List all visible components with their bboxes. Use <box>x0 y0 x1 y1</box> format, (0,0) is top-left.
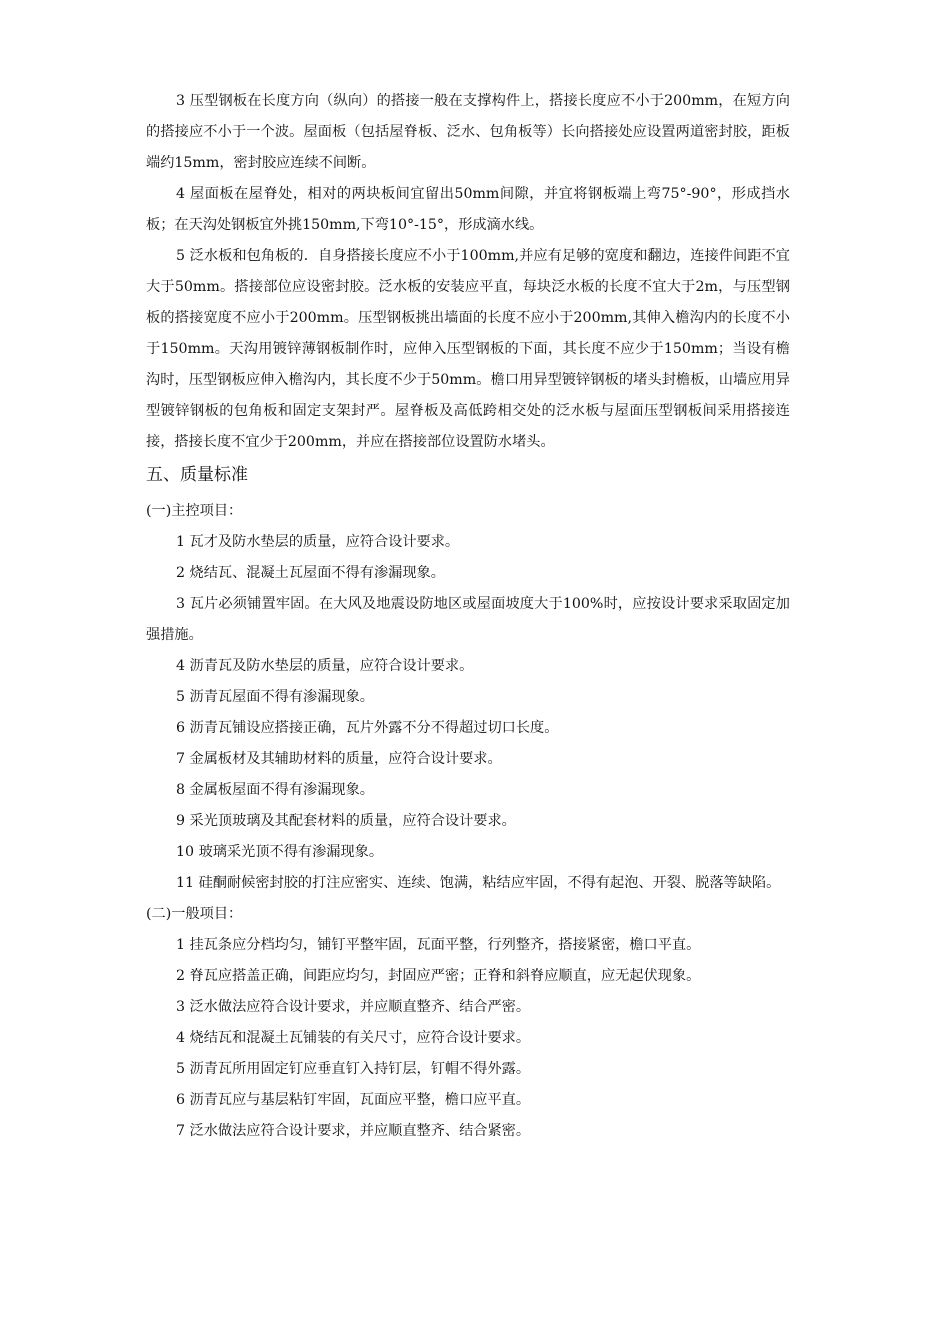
list-item: 4 烧结瓦和混凝土瓦铺装的有关尺寸，应符合设计要求。 <box>176 1030 531 1046</box>
main-items-list <box>146 527 790 899</box>
paragraph-lap-length: 3 压型钢板在长度方向（纵向）的搭接一般在支撑构件上，搭接长度应不小于200mm，在短方向的搭接应不小于一个波。屋面板（包括屋脊板、泛水、包角板等）长向搭接处应设置两道密封胶，距板端约15mm，密封胶应连续不间断。 <box>146 93 790 171</box>
general-items-list <box>146 930 790 1147</box>
list-item: 1 挂瓦条应分档均匀，铺钉平整牢固，瓦面平整，行列整齐，搭接紧密，檐口平直。 <box>176 937 701 953</box>
list-item: 11 硅酮耐候密封胶的打注应密实、连续、饱满，粘结应牢固，不得有起泡、开裂、脱落等缺陷。 <box>176 875 781 891</box>
list-item: 1 瓦才及防水垫层的质量，应符合设计要求。 <box>176 534 460 550</box>
list-item: 3 瓦片必须铺置牢固。在大风及地震设防地区或屋面坡度大于100%时，应按设计要求采取固定加强措施。 <box>146 596 790 643</box>
list-item: 4 沥青瓦及防水垫层的质量，应符合设计要求。 <box>176 658 474 674</box>
main-items-heading: (一)主控项目： <box>146 503 243 519</box>
list-item: 5 沥青瓦屋面不得有渗漏现象。 <box>176 689 374 705</box>
paragraph-ridge: 4 屋面板在屋脊处，相对的两块板间宜留出50mm间隙，并宜将钢板端上弯75°-90°，形成挡水板；在天沟处钢板宜外挑150mm,下弯10°-15°，形成滴水线。 <box>146 186 790 233</box>
list-item: 7 泛水做法应符合设计要求，并应顺直整齐、结合紧密。 <box>176 1123 531 1139</box>
list-item: 2 脊瓦应搭盖正确，间距应均匀，封固应严密；正脊和斜脊应顺直，应无起伏现象。 <box>176 968 701 984</box>
list-item: 6 沥青瓦铺设应搭接正确，瓦片外露不分不得超过切口长度。 <box>176 720 559 736</box>
list-item: 3 泛水做法应符合设计要求，并应顺直整齐、结合严密。 <box>176 999 531 1015</box>
list-item: 8 金属板屋面不得有渗漏现象。 <box>176 782 374 798</box>
general-items-heading: (二)一般项目： <box>146 906 243 922</box>
list-item: 7 金属板材及其辅助材料的质量，应符合设计要求。 <box>176 751 502 767</box>
list-item: 5 沥青瓦所用固定钉应垂直钉入持钉层，钉帽不得外露。 <box>176 1061 531 1077</box>
list-item: 2 烧结瓦、混凝土瓦屋面不得有渗漏现象。 <box>176 565 445 581</box>
section-title: 五、质量标准 <box>146 465 248 485</box>
document-page <box>146 86 790 1147</box>
list-item: 6 沥青瓦应与基层粘钉牢固，瓦面应平整，檐口应平直。 <box>176 1092 531 1108</box>
paragraph-flashing: 5 泛水板和包角板的．自身搭接长度应不小于100mm,并应有足够的宽度和翻边，连接件间距不宜大于50mm。搭接部位应设密封胶。泛水板的安装应平直，每块泛水板的长度不宜大于2m，与压型钢板的搭接宽度不应小于200mm。压型钢板挑出墙面的长度不应小于200mm,其伸入檐沟内的长度不小于150mm。天沟用镀锌薄钢板制作时，应伸入压型钢板的下面，其长度不应少于150mm；当设有檐沟时，压型钢板应伸入檐沟内，其长度不少于50mm。檐口用异型镀锌钢板的堵头封檐板，山墙应用异型镀锌钢板的包角板和固定支架封严。屋脊板及高低跨相交处的泛水板与屋面压型钢板间采用搭接连接，搭接长度不宜少于200mm，并应在搭接部位设置防水堵头。 <box>146 248 790 450</box>
list-item: 10 玻璃采光顶不得有渗漏现象。 <box>176 844 384 860</box>
list-item: 9 采光顶玻璃及其配套材料的质量，应符合设计要求。 <box>176 813 516 829</box>
